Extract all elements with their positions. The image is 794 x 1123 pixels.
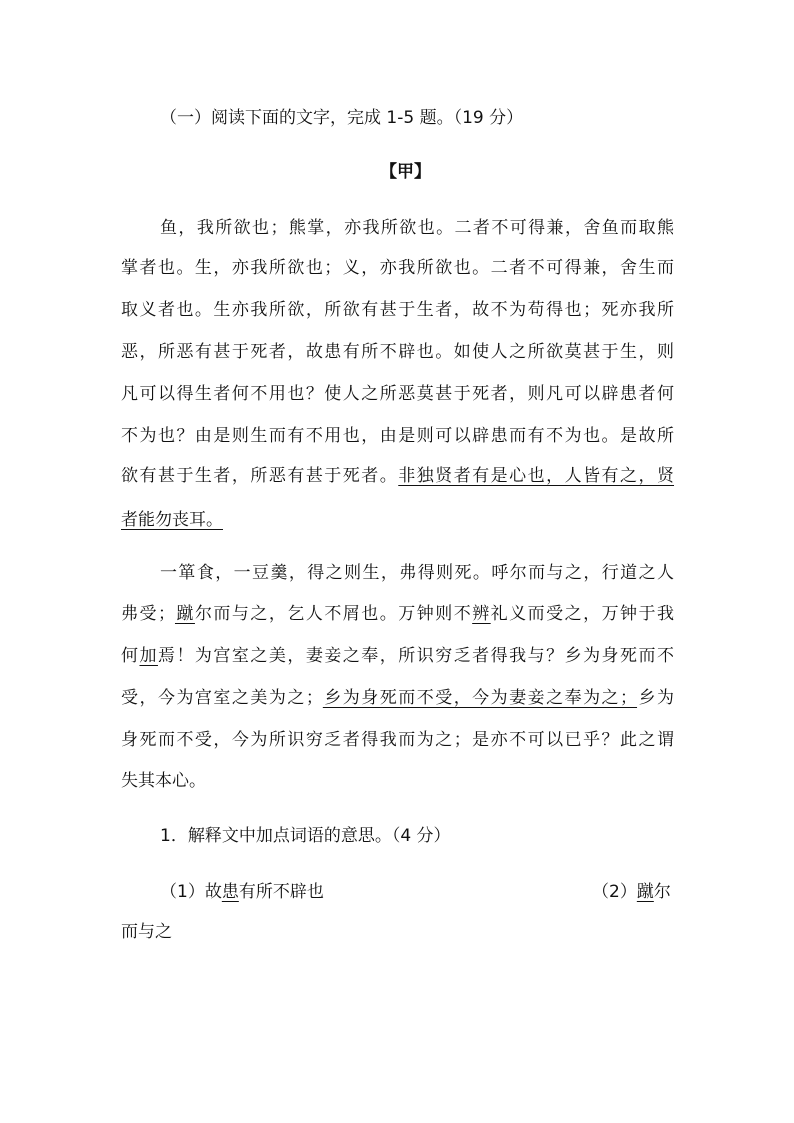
passage-underlined-sentence-end: 者能勿丧耳。: [121, 510, 223, 530]
passage-p2-line-3: [121, 646, 674, 666]
passage-p1-line-4: 恶，所恶有甚于死者，故患有所不辟也。如使人之所欲莫甚于生，则: [121, 342, 674, 362]
passage-p2-line-5: 身死而不受，今为所识穷乏者得我而为之；是亦不可以已乎？此之谓: [121, 730, 674, 750]
section-heading: （一）阅读下面的文字，完成 1-5 题。（19 分）: [160, 108, 524, 128]
passage-p1-line-6: 不为也？由是则生而有不用也，由是则可以辟患而有不为也。是故所: [121, 426, 674, 446]
passage-p1-line-7: [121, 466, 674, 486]
passage-underlined-sentence: 非独贤者有是心也，人皆有之，贤: [398, 466, 675, 486]
passage-p1-line-3: 取义者也。生亦我所欲，所欲有甚于生者，故不为苟得也；死亦我所: [121, 300, 674, 320]
p2-text: 乡为: [637, 688, 675, 708]
p2-text: 礼义而受之，万钟于我: [490, 604, 675, 624]
passage-p1-line-8: [121, 510, 223, 530]
passage-p2-line-4: [121, 688, 674, 708]
p2-text: 何: [121, 646, 140, 666]
dotted-word-bian: 辨: [472, 604, 491, 624]
passage-p1-line-2: 掌者也。生，亦我所欲也；义，亦我所欲也。二者不可得兼，舍生而: [121, 258, 674, 278]
q1-item2-text: 尔: [653, 882, 671, 902]
question-1-stem: 1．解释文中加点词语的意思。（4 分）: [160, 826, 451, 846]
p2-text: 焉！为宫室之美，妻妾之奉，所识穷乏者得我与？乡为身死而不: [157, 646, 675, 666]
question-1-item-1: [160, 882, 324, 902]
question-1-item-2-continued: 而与之: [121, 922, 172, 942]
passage-underlined-phrase: 乡为身死而不受，今为妻妾之奉为之；: [322, 688, 638, 708]
passage-p1-line-5: 凡可以得生者何不用也？使人之所恶莫甚于死者，则凡可以辟患者何: [121, 384, 674, 404]
question-1-item-2: [592, 882, 671, 902]
p2-text: 受，今为宫室之美为之；: [121, 688, 323, 708]
q1-item1-text: 有所不辟也: [238, 882, 324, 902]
q1-item2-text: （2）: [592, 882, 637, 902]
p2-text: 尔而与之，乞人不屑也。万钟则不: [194, 604, 473, 624]
passage-subheading: 【甲】: [380, 162, 431, 182]
passage-p2-line-1: 一箪食，一豆羹，得之则生，弗得则死。呼尔而与之，行道之人: [160, 563, 674, 583]
dotted-word-cu: 蹴: [636, 882, 654, 902]
dotted-word-huan: 患: [221, 882, 239, 902]
passage-p1-line-7-plain: 欲有甚于生者，所恶有甚于死者。: [121, 466, 399, 486]
passage-p2-line-2: [121, 604, 674, 624]
passage-p1-line-1: 鱼，我所欲也；熊掌，亦我所欲也。二者不可得兼，舍鱼而取熊: [160, 218, 674, 238]
q1-item1-text: （1）故: [160, 882, 222, 902]
dotted-word-cu: 蹴: [174, 604, 195, 624]
p2-text: 弗受；: [121, 604, 175, 624]
passage-p2-line-6: 失其本心。: [121, 771, 206, 791]
dotted-word-jia: 加: [139, 646, 158, 666]
